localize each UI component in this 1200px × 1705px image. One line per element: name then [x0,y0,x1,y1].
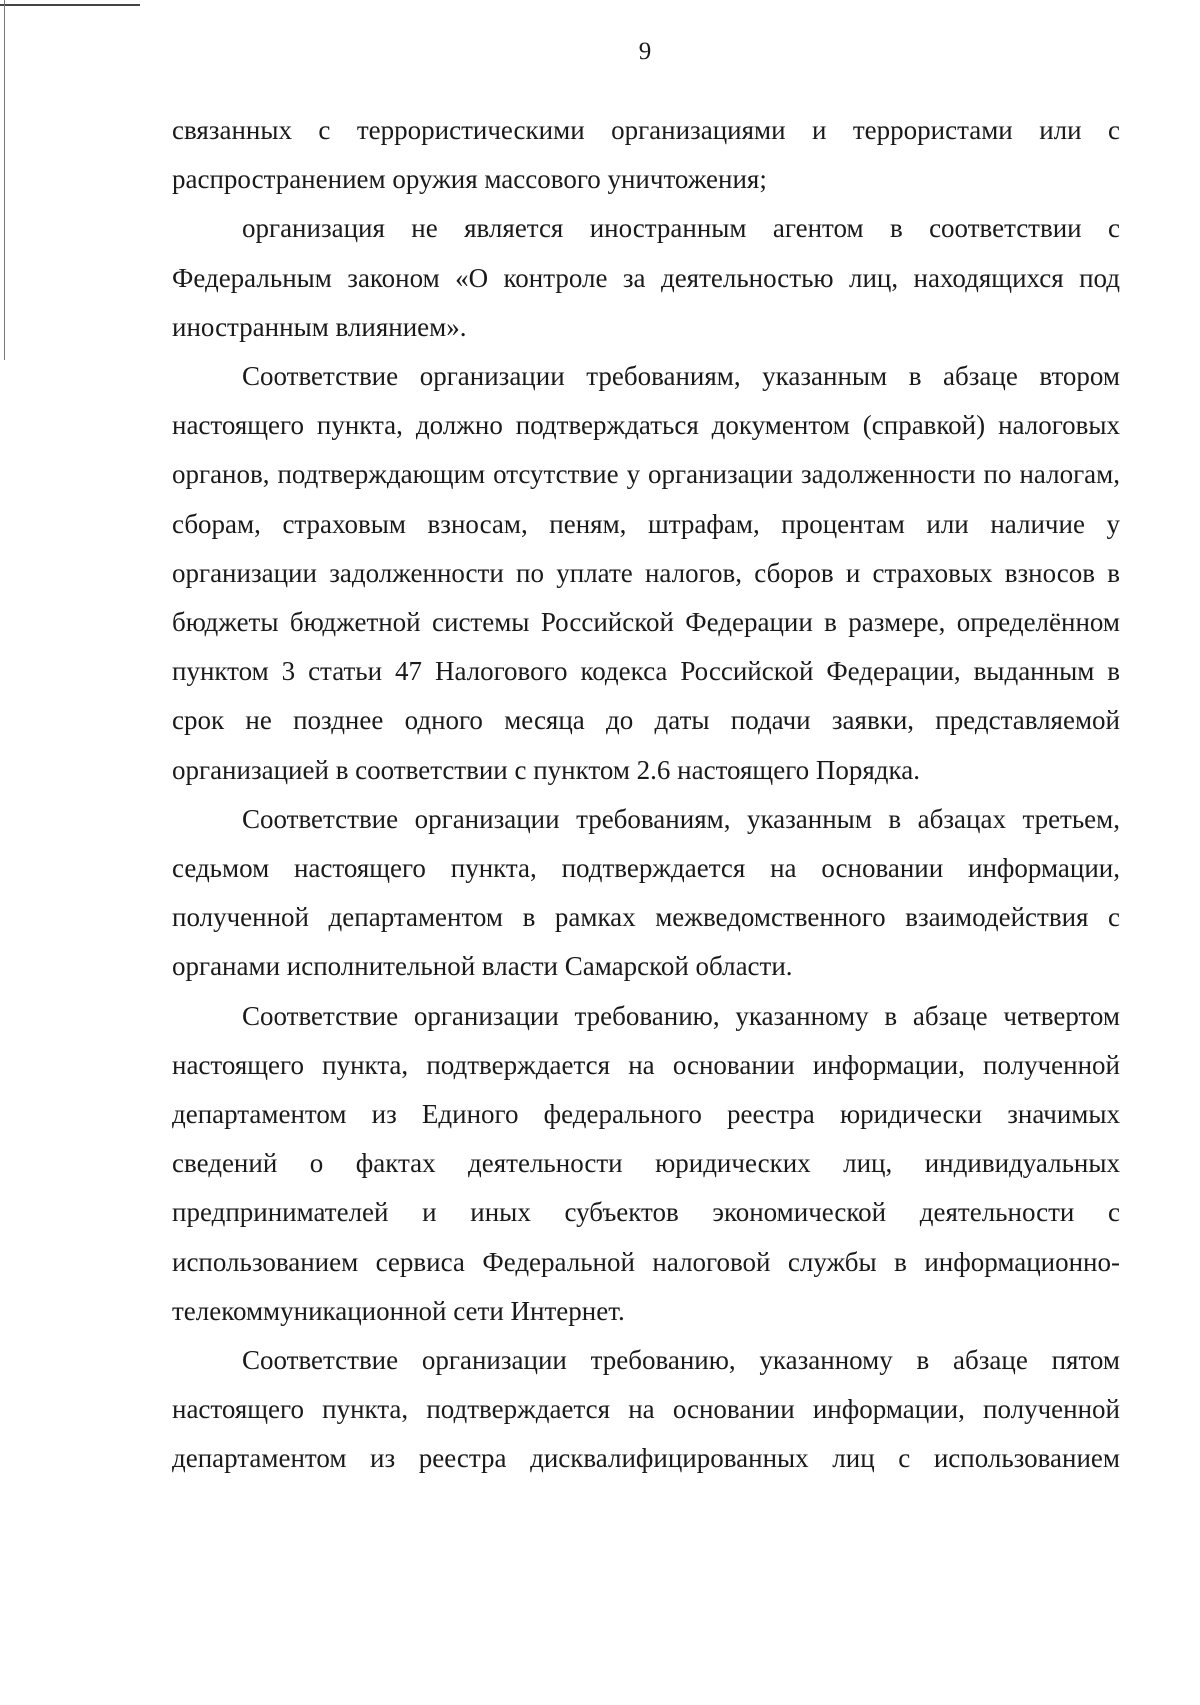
page-number: 9 [638,38,652,65]
scan-edge-line [0,4,140,6]
paragraph: Соответствие организации требованию, указанному в абзаце четвертом настоящего пункта, подтверждается на основании информации, полученной департаментом из Единого федерального реестра юридически значимых сведений о фактах деятельности юридических лиц, индивидуальных предпринимателей и иных субъектов экономической деятельности с использованием сервиса Федеральной налоговой службы в информационно-телекоммуникационной сети Интернет. [172,1000,1120,1326]
paragraph: организация не является иностранным агентом в соответствии с Федеральным законом «О контроле за деятельностью лиц, находящихся под иностранным влиянием». [172,213,1120,342]
paragraph: Соответствие организации требованиям, указанным в абзаце втором настоящего пункта, должно подтверждаться документом (справкой) налоговых органов, подтверждающим отсутствие у организации задолженности по налогам, сборам, страховым взносам, пеням, штрафам, процентам или наличие у организации задолженности по уплате налогов, сборов и страховых взносов в бюджеты бюджетной системы Российской Федерации в размере, определённом пунктом 3 статьи 47 Налогового кодекса Российской Федерации, выданным в срок не позднее одного месяца до даты подачи заявки, представляемой организацией в соответствии с пунктом 2.6 настоящего Порядка. [172,361,1120,785]
document-body [172,106,1120,1484]
paragraph: Соответствие организации требованию, указанному в абзаце пятом настоящего пункта, подтверждается на основании информации, полученной департаментом из реестра дисквалифицированных лиц с использованием [172,1345,1120,1474]
paragraph: Соответствие организации требованиям, указанным в абзацах третьем, седьмом настоящего пункта, подтверждается на основании информации, полученной департаментом в рамках межведомственного взаимодействия с органами исполнительной власти Самарской области. [172,803,1120,982]
paragraph: связанных с террористическими организациями и террористами или с распространением оружия массового уничтожения; [172,115,1120,195]
